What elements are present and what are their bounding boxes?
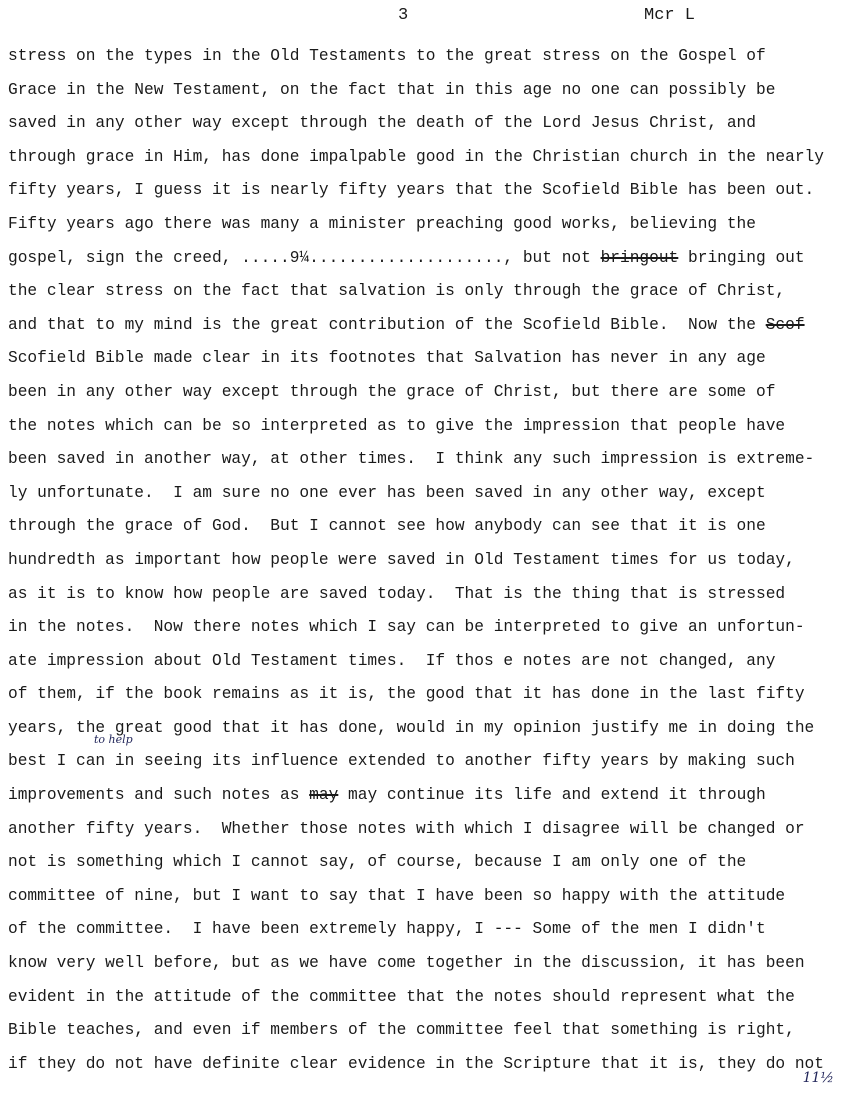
text-line: fifty years, I guess it is nearly fifty years that the Scofield Bible has been out. <box>8 181 815 200</box>
text-line: in the notes. Now there notes which I say can be interpreted to give an unfortun- <box>8 618 805 637</box>
document-code: Mcr L <box>644 6 696 25</box>
page-header <box>0 6 848 32</box>
text-line-part: best I can <box>8 752 106 771</box>
text-line: saved in any other way except through the death of the Lord Jesus Christ, and <box>8 114 756 133</box>
struck-text: may <box>309 786 339 805</box>
text-line: of the committee. I have been extremely happy, I --- Some of the men I didn't <box>8 920 766 939</box>
text-line: been in any other way except through the grace of Christ, but there are some of <box>8 382 776 401</box>
transcript-body <box>8 40 848 1081</box>
text-line: Bible teaches, and even if members of the committee feel that something is right, <box>8 1021 795 1040</box>
text-line <box>8 733 848 779</box>
text-line: another fifty years. Whether those notes with which I disagree will be changed or <box>8 819 805 838</box>
struck-text: Scof <box>765 315 805 334</box>
text-line-part: in seeing its influence extended to another fifty years by making such <box>105 752 795 771</box>
text-line-part: gospel, sign the creed, .....9¼...................., but not <box>8 248 591 267</box>
text-line: ate impression about Old Testament times. If thos e notes are not changed, any <box>8 651 776 670</box>
text-line <box>8 242 848 276</box>
text-line: not is something which I cannot say, of course, because I am only one of the <box>8 853 747 872</box>
text-line: through grace in Him, has done impalpable good in the Christian church in the nearly <box>8 147 824 166</box>
text-line-part: improvements and such notes as <box>8 786 300 805</box>
page-number: 3 <box>398 6 409 25</box>
text-line: Scofield Bible made clear in its footnotes that Salvation has never in any age <box>8 349 766 368</box>
text-line: hundredth as important how people were saved in Old Testament times for us today, <box>8 550 795 569</box>
text-line <box>8 779 848 813</box>
text-line <box>8 309 848 343</box>
struck-text: bringout <box>600 248 679 267</box>
text-line: know very well before, but as we have come together in the discussion, it has been <box>8 954 805 973</box>
text-line: the clear stress on the fact that salvation is only through the grace of Christ, <box>8 282 786 301</box>
text-line: committee of nine, but I want to say that I have been so happy with the attitude <box>8 886 786 905</box>
text-line: as it is to know how people are saved today. That is the thing that is stressed <box>8 584 786 603</box>
text-line: the notes which can be so interpreted as to give the impression that people have <box>8 416 786 435</box>
text-line: through the grace of God. But I cannot see how anybody can see that it is one <box>8 517 766 536</box>
text-line: stress on the types in the Old Testaments to the great stress on the Gospel of <box>8 47 766 65</box>
text-line: if they do not have definite clear evidence in the Scripture that it is, they do not <box>8 1054 824 1073</box>
text-line: Fifty years ago there was many a minister preaching good works, believing the <box>8 214 756 233</box>
text-line: of them, if the book remains as it is, the good that it has done in the last fifty <box>8 685 805 704</box>
text-line: ly unfortunate. I am sure no one ever has been saved in any other way, except <box>8 483 766 502</box>
text-line: evident in the attitude of the committee that the notes should represent what the <box>8 987 795 1006</box>
text-line-part: bringing out <box>678 248 805 267</box>
text-line: Grace in the New Testament, on the fact that in this age no one can possibly be <box>8 80 776 99</box>
margin-handwritten-mark: 11½ <box>802 1070 834 1086</box>
text-line: been saved in another way, at other times. I think any such impression is extreme- <box>8 450 815 469</box>
text-line-part: and that to my mind is the great contribution of the Scofield Bible. Now the <box>8 315 756 334</box>
handwritten-insertion: to help <box>94 733 133 747</box>
text-line-part: may continue its life and extend it through <box>338 786 766 805</box>
text-line: years, the great good that it has done, would in my opinion justify me in doing the <box>8 718 815 737</box>
